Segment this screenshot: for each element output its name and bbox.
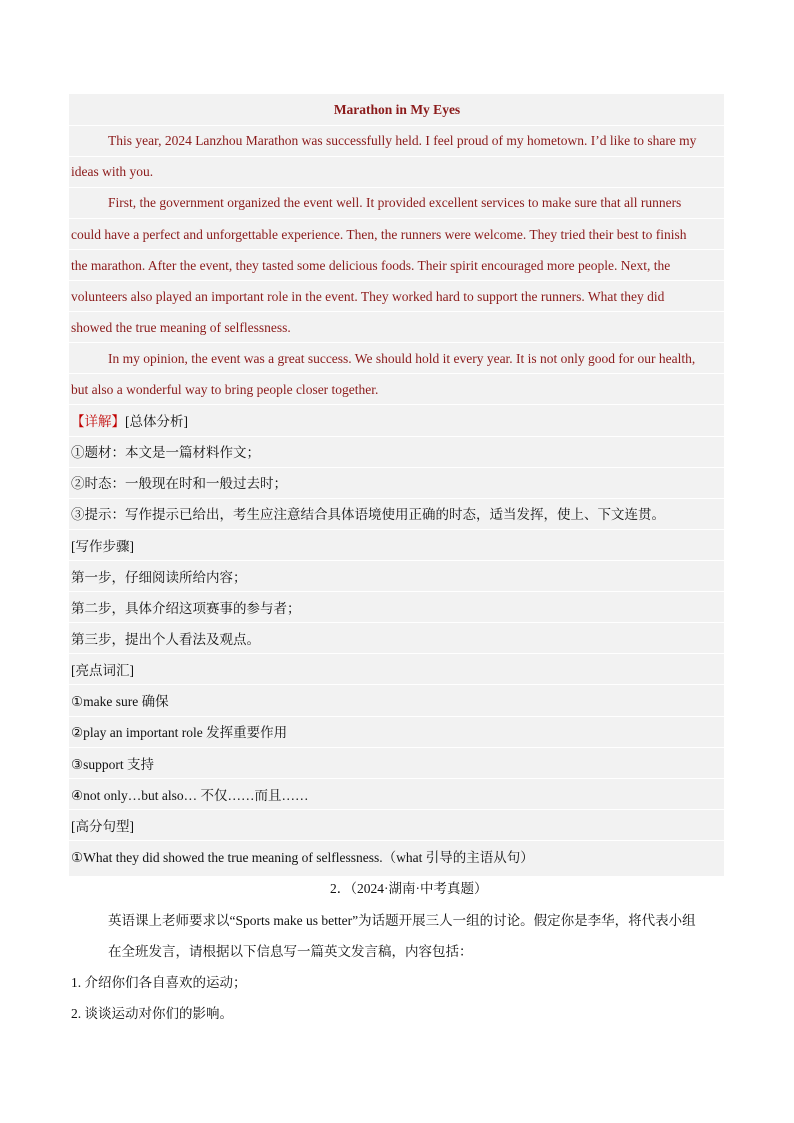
step-item: 第二步，具体介绍这项赛事的参与者；: [71, 601, 301, 616]
detail-tag: 【详解】: [71, 414, 125, 429]
essay-line: volunteers also played an important role in the event. They worked hard to support the runners. What they did: [71, 289, 665, 304]
analysis-item: ②时态：一般现在时和一般过去时；: [71, 476, 287, 491]
essay-line: This year, 2024 Lanzhou Marathon was successfully held. I feel proud of my hometown. I’d like to share my: [108, 133, 697, 148]
essay-line: showed the true meaning of selflessness.: [71, 320, 291, 335]
row-divider: [69, 467, 724, 468]
row-divider: [69, 809, 724, 810]
essay-line: could have a perfect and unforgettable experience. Then, the runners were welcome. They tried their best to finish: [71, 227, 687, 242]
row-divider: [69, 716, 724, 717]
overall-analysis-label: [总体分析]: [125, 414, 188, 429]
question-prompt: 英语课上老师要求以“Sports make us better”为话题开展三人一组的讨论。假定你是李华，将代表小组: [108, 913, 696, 928]
essay-line: the marathon. After the event, they tasted some delicious foods. Their spirit encouraged more people. Next, the: [71, 258, 671, 273]
row-divider: [69, 840, 724, 841]
row-divider: [69, 404, 724, 405]
row-divider: [69, 653, 724, 654]
row-divider: [69, 560, 724, 561]
row-divider: [69, 280, 724, 281]
question-prompt: 在全班发言，请根据以下信息写一篇英文发言稿，内容包括：: [108, 944, 473, 959]
row-divider: [69, 498, 724, 499]
vocab-item: ②play an important role 发挥重要作用: [71, 725, 288, 740]
essay-line: ideas with you.: [71, 164, 154, 179]
essay-line: First, the government organized the event well. It provided excellent services to make sure that all runners: [108, 195, 682, 210]
steps-heading: [写作步骤]: [71, 539, 134, 554]
row-divider: [69, 591, 724, 592]
row-divider: [69, 187, 724, 188]
step-item: 第三步，提出个人看法及观点。: [71, 632, 260, 647]
question-header: 2．（2024·湖南·中考真题）: [330, 881, 488, 896]
row-divider: [69, 342, 724, 343]
analysis-item: ③提示：写作提示已给出，考生应注意结合具体语境使用正确的时态，适当发挥，使上、下文连贯。: [71, 507, 665, 522]
vocab-item: ①make sure 确保: [71, 694, 169, 709]
sentence-heading: [高分句型]: [71, 819, 134, 834]
row-divider: [69, 622, 724, 623]
row-divider: [69, 436, 724, 437]
row-divider: [69, 311, 724, 312]
row-divider: [69, 156, 724, 157]
row-divider: [69, 778, 724, 779]
detail-heading: [71, 412, 188, 432]
step-item: 第一步，仔细阅读所给内容；: [71, 570, 247, 585]
row-divider: [69, 125, 724, 126]
question-point: 1. 介绍你们各自喜欢的运动；: [71, 975, 247, 990]
vocab-heading: [亮点词汇]: [71, 663, 134, 678]
essay-line: but also a wonderful way to bring people closer together.: [71, 382, 379, 397]
row-divider: [69, 529, 724, 530]
analysis-item: ①题材：本文是一篇材料作文；: [71, 445, 260, 460]
row-divider: [69, 684, 724, 685]
row-divider: [69, 373, 724, 374]
row-divider: [69, 218, 724, 219]
row-divider: [69, 249, 724, 250]
vocab-item: ③support 支持: [71, 757, 154, 772]
vocab-item: ④not only…but also… 不仅……而且……: [71, 788, 309, 803]
sentence-item: ①What they did showed the true meaning of selflessness.（what 引导的主语从句）: [71, 850, 534, 865]
essay-line: In my opinion, the event was a great success. We should hold it every year. It is not only good for our health,: [108, 351, 696, 366]
essay-title: Marathon in My Eyes: [333, 102, 461, 117]
row-divider: [69, 747, 724, 748]
question-point: 2. 谈谈运动对你们的影响。: [71, 1006, 233, 1021]
